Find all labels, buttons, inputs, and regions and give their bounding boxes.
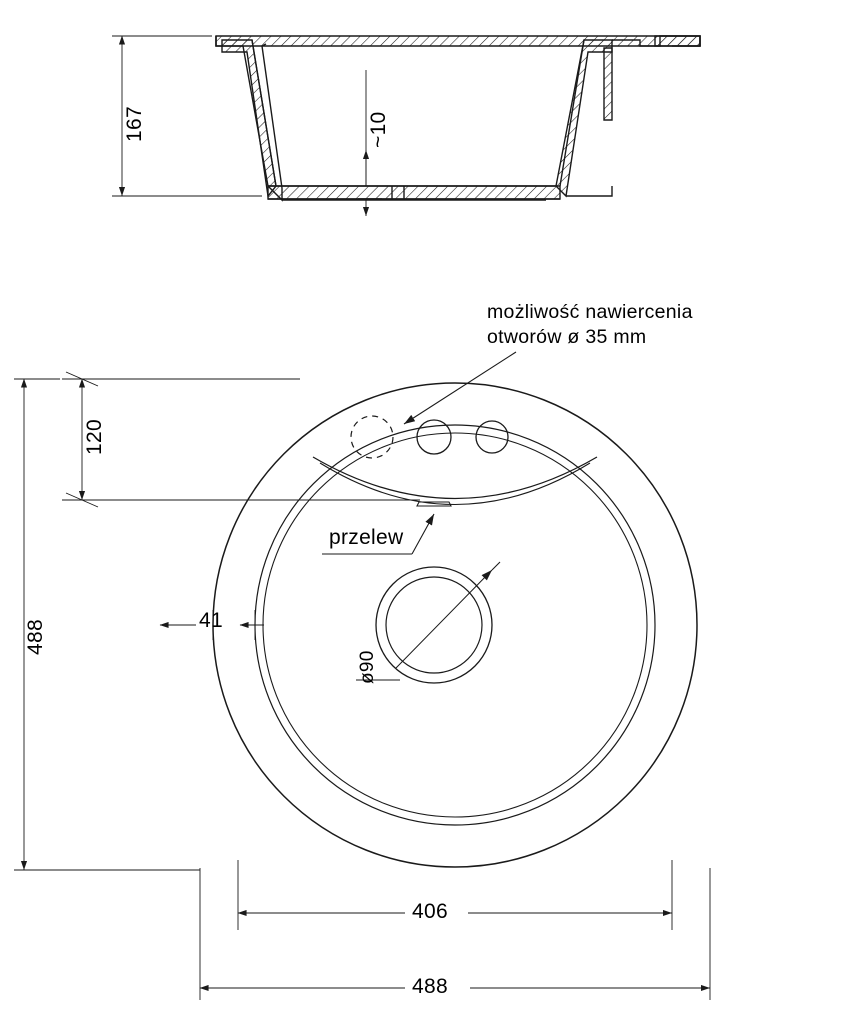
dim-406 <box>238 860 672 930</box>
label-dim-120: 120 <box>83 419 106 455</box>
label-dim-488-bottom: 488 <box>412 975 448 998</box>
label-dim-406: 406 <box>412 900 448 923</box>
label-height-167: 167 <box>123 106 146 142</box>
plan-view <box>213 383 697 867</box>
bowl-outer-circle <box>255 425 655 825</box>
section-view <box>216 36 700 200</box>
bowl-top-scallop <box>313 457 597 499</box>
label-overflow: przelew <box>329 526 404 549</box>
note-leader <box>404 352 516 424</box>
note-drill-line2: otworów ø 35 mm <box>487 326 647 348</box>
label-dim-41: 41 <box>199 609 223 632</box>
dim-488-bottom <box>200 868 710 1000</box>
drain-inner-circle <box>386 577 482 673</box>
sink-outer-circle <box>213 383 697 867</box>
label-dim-488-vertical: 488 <box>24 619 47 655</box>
tap-hole-1 <box>417 420 451 454</box>
note-drill-line1: możliwość nawiercenia <box>487 301 693 323</box>
bowl-inner-circle <box>263 433 647 817</box>
label-thickness-10: ~10 <box>367 111 390 148</box>
label-drain-d90: ø90 <box>357 650 378 684</box>
drain-outer-circle <box>376 567 492 683</box>
drain-diameter-line <box>396 570 492 668</box>
